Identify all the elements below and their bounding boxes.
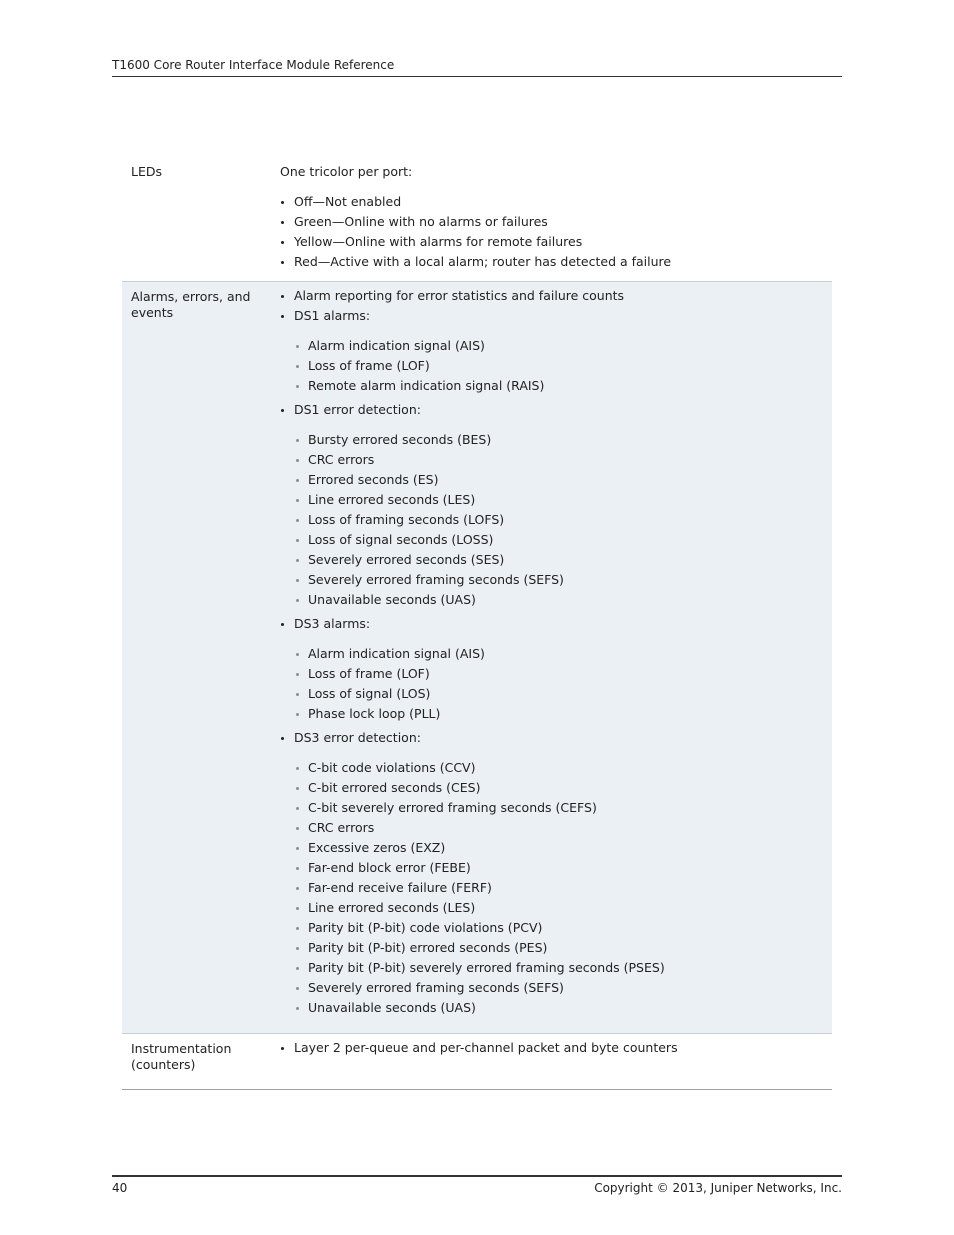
sub-list-item: CRC errors: [294, 818, 832, 838]
list-item: Off—Not enabled: [280, 192, 832, 212]
bullet-list: [280, 1038, 832, 1058]
list-item: Yellow—Online with alarms for remote failures: [280, 232, 832, 252]
sub-list-item: Parity bit (P-bit) code violations (PCV): [294, 918, 832, 938]
sub-list-item: Far-end receive failure (FERF): [294, 878, 832, 898]
sub-list-item: Phase lock loop (PLL): [294, 704, 832, 724]
sub-list-item: Far-end block error (FEBE): [294, 858, 832, 878]
sub-list: [294, 336, 832, 396]
sub-list-item: Remote alarm indication signal (RAIS): [294, 376, 832, 396]
row-label: LEDs: [131, 164, 162, 179]
sub-list-item: Bursty errored seconds (BES): [294, 430, 832, 450]
sub-list-item: Severely errored framing seconds (SEFS): [294, 978, 832, 998]
row-value-cell: [280, 282, 832, 1034]
table-row-alarms: [122, 282, 832, 1034]
copyright-notice: Copyright © 2013, Juniper Networks, Inc.: [594, 1181, 842, 1195]
bullet-list: [280, 286, 832, 1018]
sub-list-item: CRC errors: [294, 450, 832, 470]
list-item: DS1 alarms: Alarm indication signal (AIS) Loss of frame (LOF) Remote alarm indication signal (RAIS): [280, 306, 832, 396]
row-label-cell: [122, 282, 280, 1034]
sub-list-item: Line errored seconds (LES): [294, 490, 832, 510]
sub-list-item: Parity bit (P-bit) severely errored framing seconds (PSES): [294, 958, 832, 978]
sub-list-item: Loss of framing seconds (LOFS): [294, 510, 832, 530]
list-item: DS3 error detection: C-bit code violations (CCV) C-bit errored seconds (CES) C-bit severely errored framing seconds (CEFS) CRC errors Excessive zeros (EXZ) Far-end block error (FEBE) Far-end receive failure (FERF) Line errored seconds (LES) Parity bit (P-bit) code violations (PCV) Parity bit (P-bit) errored seconds (PES) Parity bit (P-bit) severely errored framing seconds (PSES) Severely errored framing seconds (SEFS) Unavailable seconds (UAS): [280, 728, 832, 1018]
table-row-leds: [122, 155, 832, 282]
sub-list-item: Line errored seconds (LES): [294, 898, 832, 918]
sub-list-item: C-bit severely errored framing seconds (CEFS): [294, 798, 832, 818]
list-item: DS3 alarms: Alarm indication signal (AIS) Loss of frame (LOF) Loss of signal (LOS) Phase lock loop (PLL): [280, 614, 832, 724]
row-label: Instrumentation (counters): [131, 1041, 232, 1072]
sub-list: [294, 758, 832, 1018]
sub-list-item: Excessive zeros (EXZ): [294, 838, 832, 858]
sub-list-item: C-bit code violations (CCV): [294, 758, 832, 778]
sub-list-item: Severely errored seconds (SES): [294, 550, 832, 570]
page-number: 40: [112, 1181, 128, 1195]
sub-list-item: Severely errored framing seconds (SEFS): [294, 570, 832, 590]
row-value-cell: [280, 155, 832, 282]
sub-list-item: Unavailable seconds (UAS): [294, 998, 832, 1018]
sub-list: [294, 430, 832, 610]
sub-list-item: Alarm indication signal (AIS): [294, 644, 832, 664]
sub-list-item: Loss of signal seconds (LOSS): [294, 530, 832, 550]
sub-list-item: Unavailable seconds (UAS): [294, 590, 832, 610]
table-row-instrumentation: [122, 1034, 832, 1090]
row-intro-text: One tricolor per port:: [280, 164, 413, 179]
running-footer: [112, 1175, 842, 1195]
list-item: Layer 2 per-queue and per-channel packet and byte counters: [280, 1038, 832, 1058]
list-item: Green—Online with no alarms or failures: [280, 212, 832, 232]
row-label-cell: [122, 155, 280, 282]
row-label: Alarms, errors, and events: [131, 289, 251, 320]
specifications-table: [122, 155, 832, 1090]
sub-list-item: Loss of frame (LOF): [294, 356, 832, 376]
list-item: Red—Active with a local alarm; router has detected a failure: [280, 252, 832, 272]
sub-list-item: Parity bit (P-bit) errored seconds (PES): [294, 938, 832, 958]
sub-list-item: Loss of signal (LOS): [294, 684, 832, 704]
sub-list-item: Alarm indication signal (AIS): [294, 336, 832, 356]
sub-list-item: Errored seconds (ES): [294, 470, 832, 490]
list-item: DS1 error detection: Bursty errored seconds (BES) CRC errors Errored seconds (ES) Line errored seconds (LES) Loss of framing seconds (LOFS) Loss of signal seconds (LOSS) Severely errored seconds (SES) Severely errored framing seconds (SEFS) Unavailable seconds (UAS): [280, 400, 832, 610]
sub-list-item: C-bit errored seconds (CES): [294, 778, 832, 798]
sub-list-item: Loss of frame (LOF): [294, 664, 832, 684]
document-title: T1600 Core Router Interface Module Reference: [112, 58, 395, 72]
bullet-list: [280, 192, 832, 272]
row-value-cell: [280, 1034, 832, 1090]
sub-list: [294, 644, 832, 724]
running-header: [112, 57, 842, 77]
row-label-cell: [122, 1034, 280, 1090]
list-item: Alarm reporting for error statistics and failure counts: [280, 286, 832, 306]
